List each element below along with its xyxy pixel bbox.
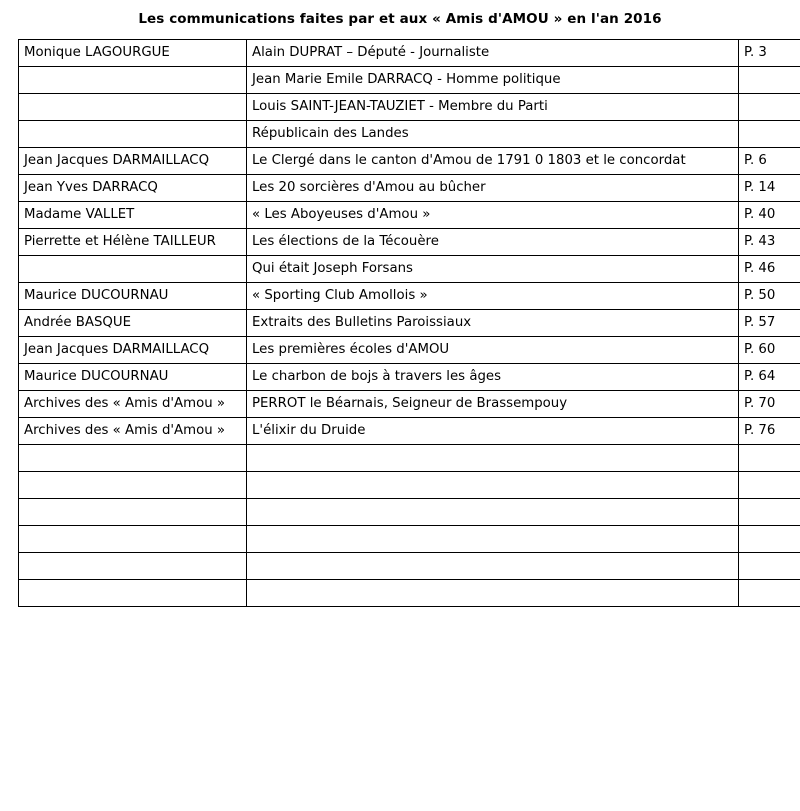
table-row xyxy=(19,175,800,202)
table-row xyxy=(19,310,800,337)
cell-subject xyxy=(247,526,739,553)
cell-speaker: Jean Yves DARRACQ xyxy=(19,175,247,202)
cell-page: P. 76 xyxy=(739,418,800,445)
cell-speaker xyxy=(19,526,247,553)
cell-speaker: Monique LAGOURGUE xyxy=(19,40,247,67)
table-row xyxy=(19,391,800,418)
table-row xyxy=(19,202,800,229)
cell-subject: Le charbon de bojs à travers les âges xyxy=(247,364,739,391)
cell-page xyxy=(739,499,800,526)
cell-page: P. 50 xyxy=(739,283,800,310)
cell-speaker: Maurice DUCOURNAU xyxy=(19,283,247,310)
table-row xyxy=(19,148,800,175)
cell-page: P. 3 xyxy=(739,40,800,67)
table-row xyxy=(19,526,800,553)
table-row xyxy=(19,418,800,445)
cell-speaker xyxy=(19,121,247,148)
table-row xyxy=(19,229,800,256)
cell-subject: Jean Marie Emile DARRACQ - Homme politique xyxy=(247,67,739,94)
cell-subject: Le Clergé dans le canton d'Amou de 1791 0 1803 et le concordat xyxy=(247,148,739,175)
cell-subject xyxy=(247,499,739,526)
cell-page: P. 64 xyxy=(739,364,800,391)
table-row xyxy=(19,121,800,148)
cell-page xyxy=(739,94,800,121)
table-row xyxy=(19,472,800,499)
cell-speaker: Archives des « Amis d'Amou » xyxy=(19,391,247,418)
cell-subject: Extraits des Bulletins Paroissiaux xyxy=(247,310,739,337)
cell-speaker xyxy=(19,445,247,472)
table-row xyxy=(19,40,800,67)
cell-subject: Républicain des Landes xyxy=(247,121,739,148)
table-row xyxy=(19,337,800,364)
cell-page: P. 70 xyxy=(739,391,800,418)
cell-subject xyxy=(247,472,739,499)
cell-speaker: Archives des « Amis d'Amou » xyxy=(19,418,247,445)
cell-subject: Alain DUPRAT – Député - Journaliste xyxy=(247,40,739,67)
cell-subject: PERROT le Béarnais, Seigneur de Brassempouy xyxy=(247,391,739,418)
cell-page xyxy=(739,553,800,580)
cell-page: P. 57 xyxy=(739,310,800,337)
table-row xyxy=(19,580,800,607)
cell-subject: L'élixir du Druide xyxy=(247,418,739,445)
cell-speaker: Jean Jacques DARMAILLACQ xyxy=(19,337,247,364)
table-row xyxy=(19,553,800,580)
cell-speaker: Jean Jacques DARMAILLACQ xyxy=(19,148,247,175)
cell-subject: Qui était Joseph Forsans xyxy=(247,256,739,283)
communications-table-wrapper xyxy=(18,39,782,607)
cell-page: P. 60 xyxy=(739,337,800,364)
cell-page: P. 46 xyxy=(739,256,800,283)
cell-speaker xyxy=(19,94,247,121)
cell-page xyxy=(739,121,800,148)
table-row xyxy=(19,364,800,391)
cell-subject: « Les Aboyeuses d'Amou » xyxy=(247,202,739,229)
communications-table xyxy=(18,39,800,607)
cell-speaker: Pierrette et Hélène TAILLEUR xyxy=(19,229,247,256)
cell-subject xyxy=(247,580,739,607)
cell-page: P. 40 xyxy=(739,202,800,229)
cell-speaker xyxy=(19,67,247,94)
cell-subject: Les premières écoles d'AMOU xyxy=(247,337,739,364)
table-row xyxy=(19,499,800,526)
table-row xyxy=(19,256,800,283)
cell-speaker: Madame VALLET xyxy=(19,202,247,229)
cell-speaker xyxy=(19,499,247,526)
cell-subject xyxy=(247,553,739,580)
cell-speaker xyxy=(19,472,247,499)
table-row xyxy=(19,445,800,472)
cell-page xyxy=(739,445,800,472)
table-row xyxy=(19,94,800,121)
cell-page: P. 6 xyxy=(739,148,800,175)
cell-subject xyxy=(247,445,739,472)
table-body xyxy=(19,40,800,607)
cell-speaker xyxy=(19,553,247,580)
cell-page xyxy=(739,580,800,607)
page-title: Les communications faites par et aux « Amis d'AMOU » en l'an 2016 xyxy=(0,11,800,27)
cell-page: P. 43 xyxy=(739,229,800,256)
cell-subject: Louis SAINT-JEAN-TAUZIET - Membre du Parti xyxy=(247,94,739,121)
cell-page xyxy=(739,67,800,94)
document-page xyxy=(0,11,800,811)
cell-page xyxy=(739,472,800,499)
cell-speaker: Maurice DUCOURNAU xyxy=(19,364,247,391)
cell-subject: Les élections de la Técouère xyxy=(247,229,739,256)
cell-speaker xyxy=(19,580,247,607)
table-row xyxy=(19,67,800,94)
table-row xyxy=(19,283,800,310)
cell-speaker: Andrée BASQUE xyxy=(19,310,247,337)
cell-page xyxy=(739,526,800,553)
cell-page: P. 14 xyxy=(739,175,800,202)
cell-subject: « Sporting Club Amollois » xyxy=(247,283,739,310)
cell-subject: Les 20 sorcières d'Amou au bûcher xyxy=(247,175,739,202)
cell-speaker xyxy=(19,256,247,283)
